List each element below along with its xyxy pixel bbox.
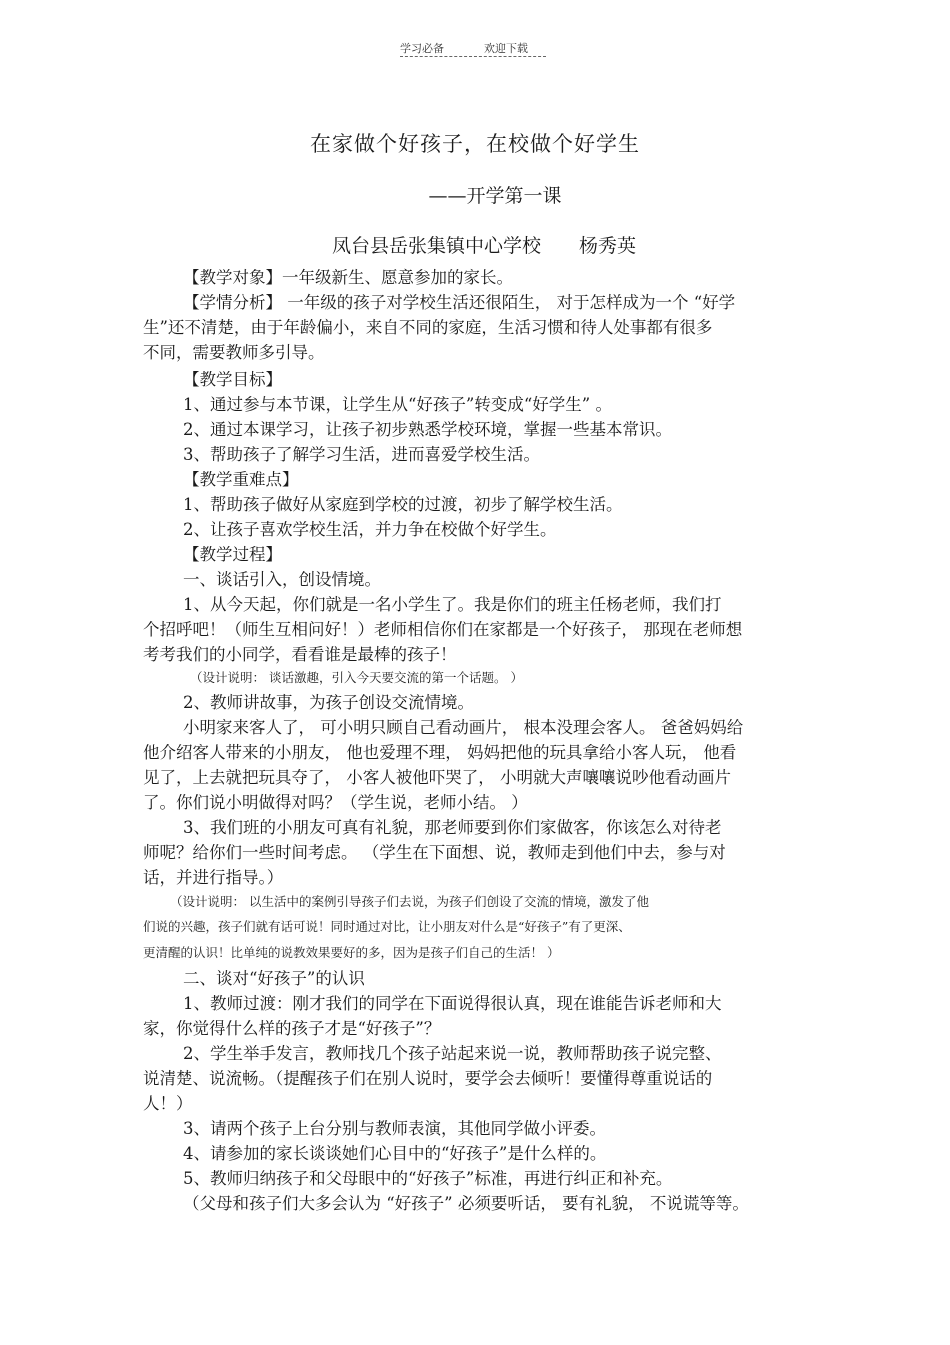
paragraph-line: 见了，上去就把玩具夺了， 小客人被他吓哭了， 小明就大声嚷嚷说吵他看动画片 [143, 768, 731, 787]
paragraph-line: 3、帮助孩子了解学习生活，进而喜爱学校生活。 [183, 445, 540, 464]
page-header [400, 40, 550, 56]
section-heading: 二、谈对“好孩子”的认识 [183, 969, 365, 988]
paragraph-line: 2、让孩子喜欢学校生活，并力争在校做个好学生。 [183, 520, 557, 539]
paragraph-line: 他介绍客人带来的小朋友， 他也爱理不理， 妈妈把他的玩具拿给小客人玩， 他看 [143, 743, 737, 762]
section-heading: 【教学过程】 [183, 545, 282, 564]
design-note: （设计说明： 谈话激趣，引入今天要交流的第一个话题。 ） [190, 670, 523, 685]
paragraph-line: 2、教师讲故事，为孩子创设交流情境。 [183, 693, 474, 712]
paragraph-line: 1、从今天起，你们就是一名小学生了。我是你们的班主任杨老师，我们打 [183, 595, 722, 614]
paragraph-line: 2、学生举手发言，教师找几个孩子站起来说一说，教师帮助孩子说完整、 [183, 1044, 722, 1063]
paragraph-line: 4、请参加的家长谈谈她们心目中的“好孩子”是什么样的。 [183, 1144, 607, 1163]
header-divider [400, 56, 546, 57]
paragraph-line: 【学情分析】 一年级的孩子对学校生活还很陌生， 对于怎样成为一个 “好学 [183, 293, 736, 312]
paragraph-line: 一、谈话引入，创设情境。 [183, 570, 381, 589]
paragraph-line: 话，并进行指导。） [143, 868, 284, 887]
section-heading: 【教学目标】 [183, 370, 282, 389]
paragraph-line: 个招呼吧！（师生互相问好！）老师相信你们在家都是一个好孩子， 那现在老师想 [143, 620, 743, 639]
paragraph-line: 小明家来客人了， 可小明只顾自己看动画片， 根本没理会客人。 爸爸妈妈给 [183, 718, 744, 737]
paragraph-line: 1、通过参与本节课，让学生从“好孩子”转变成“好学生” 。 [183, 395, 612, 414]
paragraph-line: （父母和孩子们大多会认为 “好孩子” 必须要听话， 要有礼貌， 不说谎等等。 [183, 1194, 749, 1213]
paragraph-line: 2、通过本课学习，让孩子初步熟悉学校环境，掌握一些基本常识。 [183, 420, 672, 439]
paragraph-line: 了。你们说小明做得对吗？（学生说，老师小结。 ） [143, 793, 528, 812]
header-right-text: 欢迎下载 [484, 42, 528, 55]
author-name: 杨秀英 [579, 235, 637, 257]
header-left-text: 学习必备 [400, 42, 444, 55]
paragraph-line: 5、教师归纳孩子和父母眼中的“好孩子”标准，再进行纠正和补充。 [183, 1169, 673, 1188]
paragraph-line: 生”还不清楚，由于年龄偏小，来自不同的家庭，生活习惯和待人处事都有很多 [143, 318, 713, 337]
author-line [332, 231, 636, 258]
paragraph-line: 家，你觉得什么样的孩子才是“好孩子”？ [143, 1019, 441, 1038]
paragraph-line: 说清楚、说流畅。（提醒孩子们在别人说时，要学会去倾听！要懂得尊重说话的 [143, 1069, 713, 1088]
author-school: 凤台县岳张集镇中心学校 [332, 235, 542, 257]
section-heading: 【教学重难点】 [183, 470, 299, 489]
paragraph-line: 不同，需要教师多引导。 [143, 343, 325, 362]
paragraph-line: 【教学对象】一年级新生、愿意参加的家长。 [183, 268, 513, 287]
paragraph-line: 1、帮助孩子做好从家庭到学校的过渡，初步了解学校生活。 [183, 495, 623, 514]
paragraph-line: 人！） [143, 1094, 193, 1113]
document-subtitle: ——开学第一课 [428, 185, 562, 207]
paragraph-line: 3、我们班的小朋友可真有礼貌，那老师要到你们家做客，你该怎么对待老 [183, 818, 722, 837]
design-note: （设计说明： 以生活中的案例引导孩子们去说，为孩子们创设了交流的情境，激发了他 [170, 894, 649, 909]
document-title: 在家做个好孩子，在校做个好学生 [310, 132, 640, 156]
paragraph-line: 师呢？给你们一些时间考虑。 （学生在下面想、说，教师走到他们中去，参与对 [143, 843, 726, 862]
paragraph-line: 考考我们的小同学，看看谁是最棒的孩子！ [143, 645, 457, 664]
design-note: 更清醒的认识！比单纯的说教效果要好的多，因为是孩子们自己的生活！ ） [143, 945, 560, 960]
paragraph-line: 1、教师过渡：刚才我们的同学在下面说得很认真，现在谁能告诉老师和大 [183, 994, 722, 1013]
design-note: 们说的兴趣，孩子们就有话可说！同时通过对比，让小朋友对什么是“好孩子”有了更深、 [143, 919, 631, 934]
paragraph-line: 3、请两个孩子上台分别与教师表演，其他同学做小评委。 [183, 1119, 606, 1138]
